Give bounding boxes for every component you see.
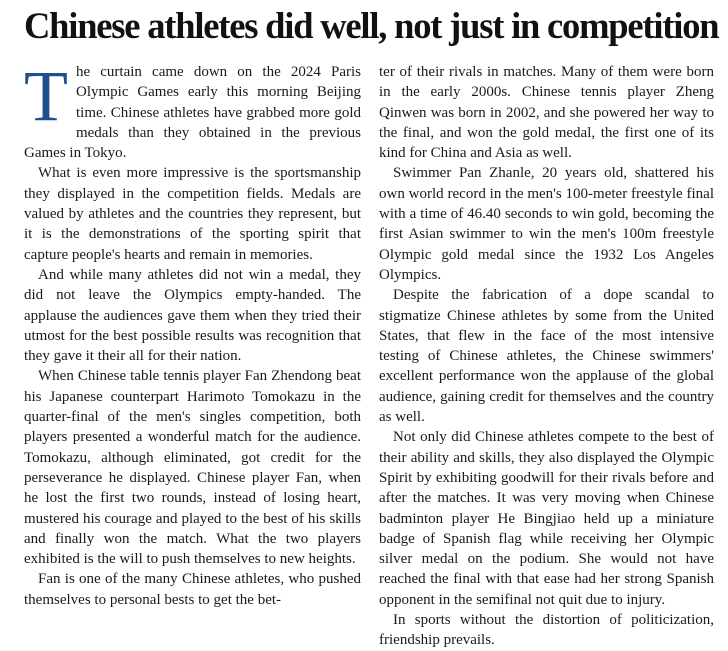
paragraph: Fan is one of the many Chinese athletes, who pushed themselves to personal bests to get the bet-: [24, 571, 361, 608]
article-column-left: [24, 56, 361, 610]
headline: Chinese athletes did well, not just in competition: [24, 5, 719, 46]
paragraph-text: he curtain came down on the 2024 Paris Olympic Games early this morning Beijing time. Chinese athletes have grabbed more gold medals than they obtained in the previous Games in Tokyo.: [24, 64, 361, 162]
paragraph: Swimmer Pan Zhanle, 20 years old, shattered his own world record in the men's 100-meter freestyle final with a time of 46.40 seconds to win gold, becoming the first Asian swimmer to win the men's 100m freestyle Olympic gold medal since the 1932 Los Angeles Olympics.: [379, 165, 714, 283]
paragraph: What is even more impressive is the sportsmanship they displayed in the competition fields. Medals are valued by athletes and the countries they represent, but it is the demonstrations of the sporting spirit that capture people's hearts and remain in memories.: [24, 165, 361, 263]
drop-cap: T: [24, 56, 68, 136]
paragraph: Not only did Chinese athletes compete to the best of their ability and skills, they also displayed the Olympic Spirit by exhibiting goodwill for their rivals before and after the matches. It was very moving when Chinese badminton player He Bingjiao held up a miniature badge of Spanish flag while receiving her Olympic silver medal on the podium. She would not have reached the final with that ease had her strong Spanish opponent in the semifinal not quit due to injury.: [379, 429, 714, 608]
paragraph: Despite the fabrication of a dope scandal to stigmatize Chinese athletes by some from the United States, that flew in the face of the most intensive testing of Chinese athletes, the Chinese swimmers' excellent performance won the applause of the global audience, gaining credit for themselves and the country as well.: [379, 287, 714, 426]
paragraph: [24, 56, 361, 163]
paragraph: When Chinese table tennis player Fan Zhendong beat his Japanese counterpart Harimoto Tomokazu in the quarter-final of the men's singles competition, both players presented a wonderful match for the audience. Tomokazu, although eliminated, got credit for the perseverance he displayed. Chinese player Fan, when he lost the first two rounds, instead of losing heart, mustered his courage and played to the best of his skills and finally won the match. What the two players exhibited is the will to push themselves to new heights.: [24, 368, 361, 568]
article-column-right: [379, 62, 714, 651]
paragraph: And while many athletes did not win a medal, they did not leave the Olympics empty-handed. The applause the audiences gave them when they tried their utmost for the best possible results was recognition that they gave it their all for their nation.: [24, 266, 361, 365]
paragraph: ter of their rivals in matches. Many of them were born in the early 2000s. Chinese tennis player Zheng Qinwen was born in 2002, and she powered her way to the final, and won the gold medal, the first one of its kind for China and Asia as well.: [379, 64, 714, 162]
paragraph: In sports without the distortion of politicization, friendship prevails.: [379, 612, 714, 649]
